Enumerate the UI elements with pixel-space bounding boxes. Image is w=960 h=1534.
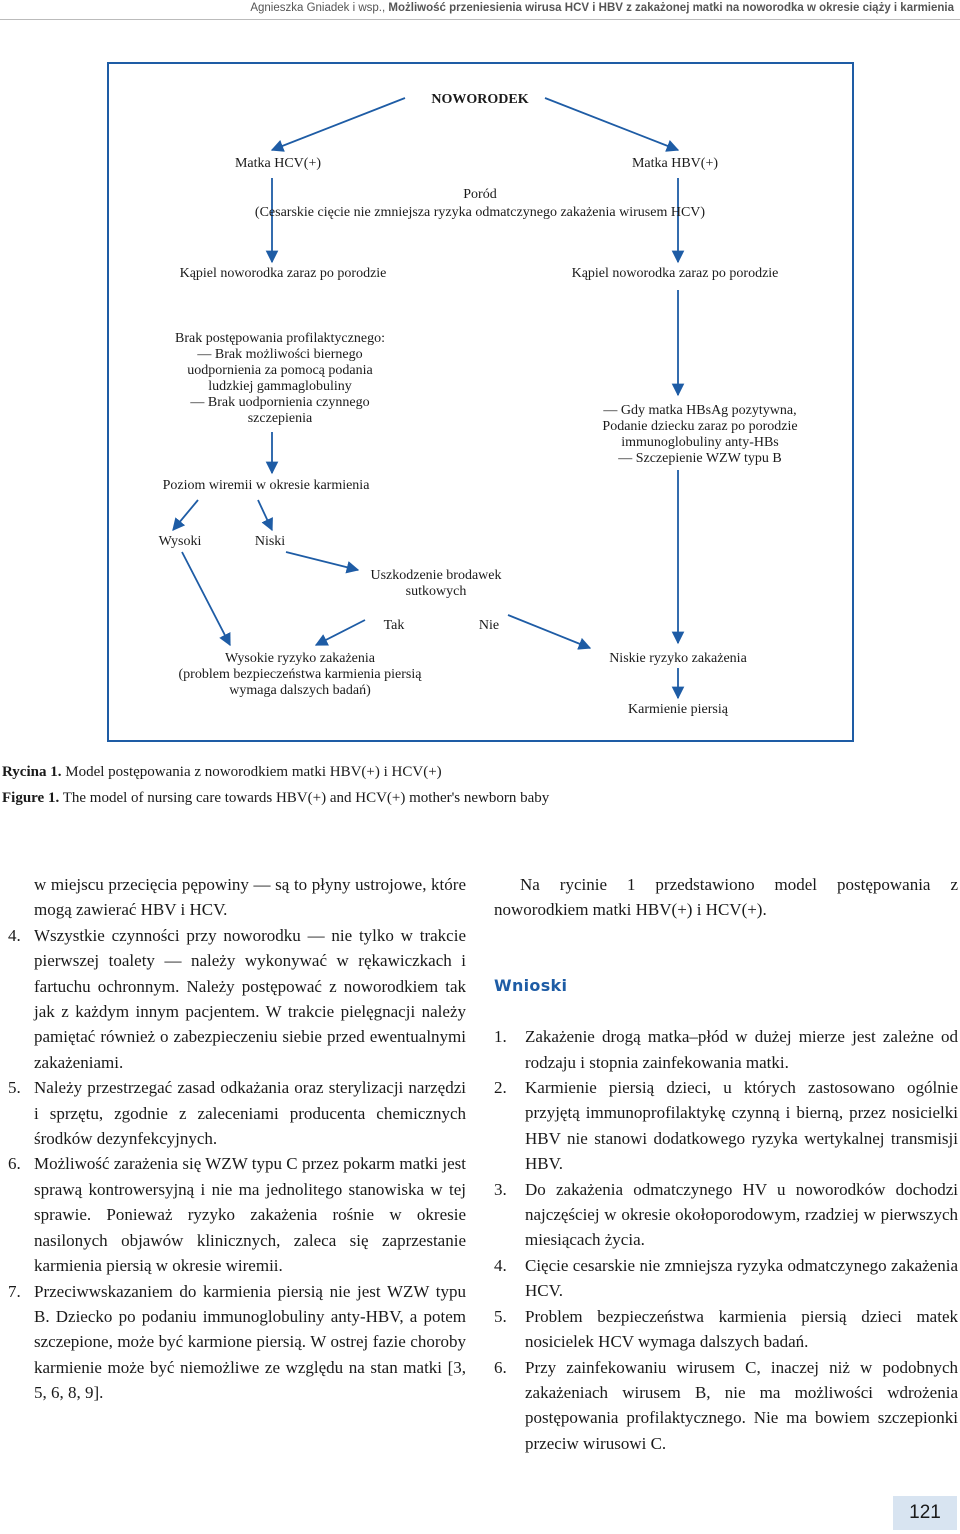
node-wysoki: Wysoki [158,534,202,549]
svg-text:(problem bezpieczeństwa karmie: (problem bezpieczeństwa karmienia piersią [178,667,422,682]
paragraph-continuation: w miejscu przecięcia pępowiny — są to płyny ustrojowe, które mogą zawierać HBV i HCV. [34,875,466,920]
node-matka-hcv: Matka HCV(+) [234,156,322,171]
list-item-text: Zakażenie drogą matka–płód w dużej mierze jest zależne od rodzaju i stopnia zainfekowania matki. [525,1027,958,1072]
node-uszkodzenie-2: sutkowych [405,584,467,599]
paragraph-intro: Na rycinie 1 przedstawiono model postępowania z noworodkiem matki HBV(+) i HCV(+). [494,875,958,920]
svg-text:wymaga dalszych badań): wymaga dalszych badań) [229,683,371,698]
right-column [494,872,958,1456]
list-item-number: 3. [494,1179,507,1199]
list-item-number: 7. [8,1281,21,1301]
caption-rycina-text: Model postępowania z noworodkiem matki HBV(+) i HCV(+) [65,764,442,780]
arrow-niski-to-uszkodzenie [286,552,358,570]
caption-rycina [2,764,442,781]
list-item-number: 5. [494,1306,507,1326]
arrow-noworodek-to-hcv [272,98,405,150]
list-item [494,1024,958,1075]
list-item-number: 1. [494,1027,507,1047]
list-item [494,1355,958,1457]
arrow-tak-to-wysokie-ryzyko [316,620,365,645]
node-brak-profilaktyki [175,331,385,426]
list-item-text: Wszystkie czynności przy noworodku — nie tylko w trakcie pierwszej toalety — należy wykonywać w rękawiczkach i fartuchu ochronnym. Należy postępować z noworodkiem tak jak z każdym innym pacjentem. W trakcie pielęgnacji należy pamiętać również o zabezpieczeniu siebie przed ewentualnymi zakażeniami. [34,925,466,1072]
list-item-text: Możliwość zarażenia się WZW typu C przez pokarm matki jest sprawą kontrowersyjną i nie ma jednolitego stanowiska w tej sprawie. Ponieważ ryzyko zakażenia rośnie w okresie nasilonych objawów klinicznych, zaleca się zaprzestanie karmienia piersią w okresie wiremii. [34,1154,466,1276]
list-item [8,1075,466,1151]
list-item-number: 6. [8,1154,21,1174]
label-nie: Nie [478,618,500,633]
node-uszkodzenie-1: Uszkodzenie brodawek [370,568,502,583]
svg-text:szczepienia: szczepienia [247,411,313,426]
section-heading-wnioski: Wnioski [494,975,568,995]
svg-text:— Brak uodpornienia czynnego: — Brak uodpornienia czynnego [190,395,370,410]
svg-text:uodpornienia za pomocą podania: uodpornienia za pomocą podania [187,363,373,378]
caption-rycina-label: Rycina 1. [2,764,62,780]
node-porod-title: Poród [463,187,497,202]
arrow-poziom-to-niski [258,500,272,530]
arrow-poziom-to-wysoki [173,500,198,530]
svg-text:immunoglobuliny anty-HBs: immunoglobuliny anty-HBs [621,435,779,450]
list-item-number: 4. [494,1255,507,1275]
arrow-nie-to-niskie-ryzyko [508,615,590,648]
arrow-wysoki-to-wysokie-ryzyko [182,552,230,645]
list-item-text: Cięcie cesarskie nie zmniejsza ryzyka odmatczynego zakażenia HCV. [525,1255,958,1301]
node-wysokie-ryzyko [179,651,423,698]
page-number-box [893,1496,957,1530]
arrow-noworodek-to-hbv [545,98,678,150]
list-item-number: 2. [494,1078,507,1098]
node-karmienie: Karmienie piersią [628,702,728,717]
list-item [8,1279,466,1406]
list-item [494,1177,958,1253]
list-item-number: 6. [494,1357,507,1377]
caption-figure-text: The model of nursing care towards HBV(+) and HCV(+) mother's newborn baby [62,790,550,806]
node-matka-hbv: Matka HBV(+) [631,156,719,171]
left-column [8,872,466,1406]
header-article-title: Możliwość przeniesienia wirusa HCV i HBV z zakażonej matki na noworodka w okresie ciąży i karmienia [388,2,954,14]
svg-text:ludzkiej gammaglobuliny: ludzkiej gammaglobuliny [208,379,352,394]
list-item [8,1151,466,1278]
label-tak: Tak [383,618,405,633]
caption-figure [2,790,549,807]
list-item-text: Należy przestrzegać zasad odkażania oraz sterylizacji narzędzi i sprzętu, zgodnie z zaleceniami producenta chemicznych środków dezynfekcyjnych. [34,1078,466,1149]
list-item-text: Problem bezpieczeństwa karmienia piersią dzieci matek nosicielek HCV wymaga dalszych badań. [525,1306,958,1352]
flowchart-diagram [0,0,960,760]
page-number: 121 [909,1502,941,1523]
list-item [8,923,466,1075]
caption-figure-label: Figure 1. [2,790,60,806]
list-item-text: Do zakażenia odmatczynego HV u noworodków dochodzi najczęściej w okresie okołoporodowym, rzadziej w pierwszych miesiącach życia. [525,1179,958,1250]
list-item-text: Karmienie piersią dzieci, u których zastosowano ogólnie przyjętą immunoprofilaktykę czynną i bierną, przez nosicielki HBV nie stanowi dodatkowego ryzyka wertykalnej transmisji HBV. [525,1078,958,1174]
node-noworodek: NOWORODEK [431,92,529,107]
list-item-text: Przy zainfekowaniu wirusem C, inaczej niż w podobnych zakażeniach wirusem B, nie ma możliwości wdrożenia postępowania profilaktycznego. Nie ma bowiem szczepionki przeciw wirusowi C. [525,1357,958,1453]
svg-text:Wysokie ryzyko zakażenia: Wysokie ryzyko zakażenia [225,651,375,666]
list-item-text: Przeciwwskazaniem do karmienia piersią nie jest WZW typu B. Dziecko po podaniu immunoglobuliny anty-HBV, a potem szczepione, może być karmione piersią. W ostrej fazie choroby karmienie może być niemożliwe ze względu na stan matki [3, 5, 6, 8, 9]. [34,1281,466,1403]
svg-text:— Gdy matka HBsAg pozytywna,: — Gdy matka HBsAg pozytywna, [603,403,797,418]
header-authors: Agnieszka Gniadek i wsp., [250,2,386,14]
node-porod-note: (Cesarskie cięcie nie zmniejsza ryzyka odmatczynego zakażenia wirusem HCV) [254,205,706,220]
svg-text:Podanie dziecku zaraz po porod: Podanie dziecku zaraz po porodzie [602,419,798,434]
list-item [494,1075,958,1177]
node-gdy-matka-hbsag [602,403,797,466]
svg-text:— Szczepienie WZW typu B: — Szczepienie WZW typu B [618,451,782,466]
node-kapiel-left: Kąpiel noworodka zaraz po porodzie [179,266,387,281]
node-kapiel-right: Kąpiel noworodka zaraz po porodzie [571,266,779,281]
node-niskie-ryzyko: Niskie ryzyko zakażenia [609,651,747,666]
node-niski: Niski [254,534,286,549]
svg-text:Brak postępowania profilaktycz: Brak postępowania profilaktycznego: [175,331,385,346]
list-item-number: 5. [8,1078,21,1098]
node-poziom-wiremii: Poziom wiremii w okresie karmienia [162,478,370,493]
list-item [494,1304,958,1355]
list-item-number: 4. [8,925,21,945]
list-item [494,1253,958,1304]
svg-text:— Brak możliwości biernego: — Brak możliwości biernego [197,347,363,362]
